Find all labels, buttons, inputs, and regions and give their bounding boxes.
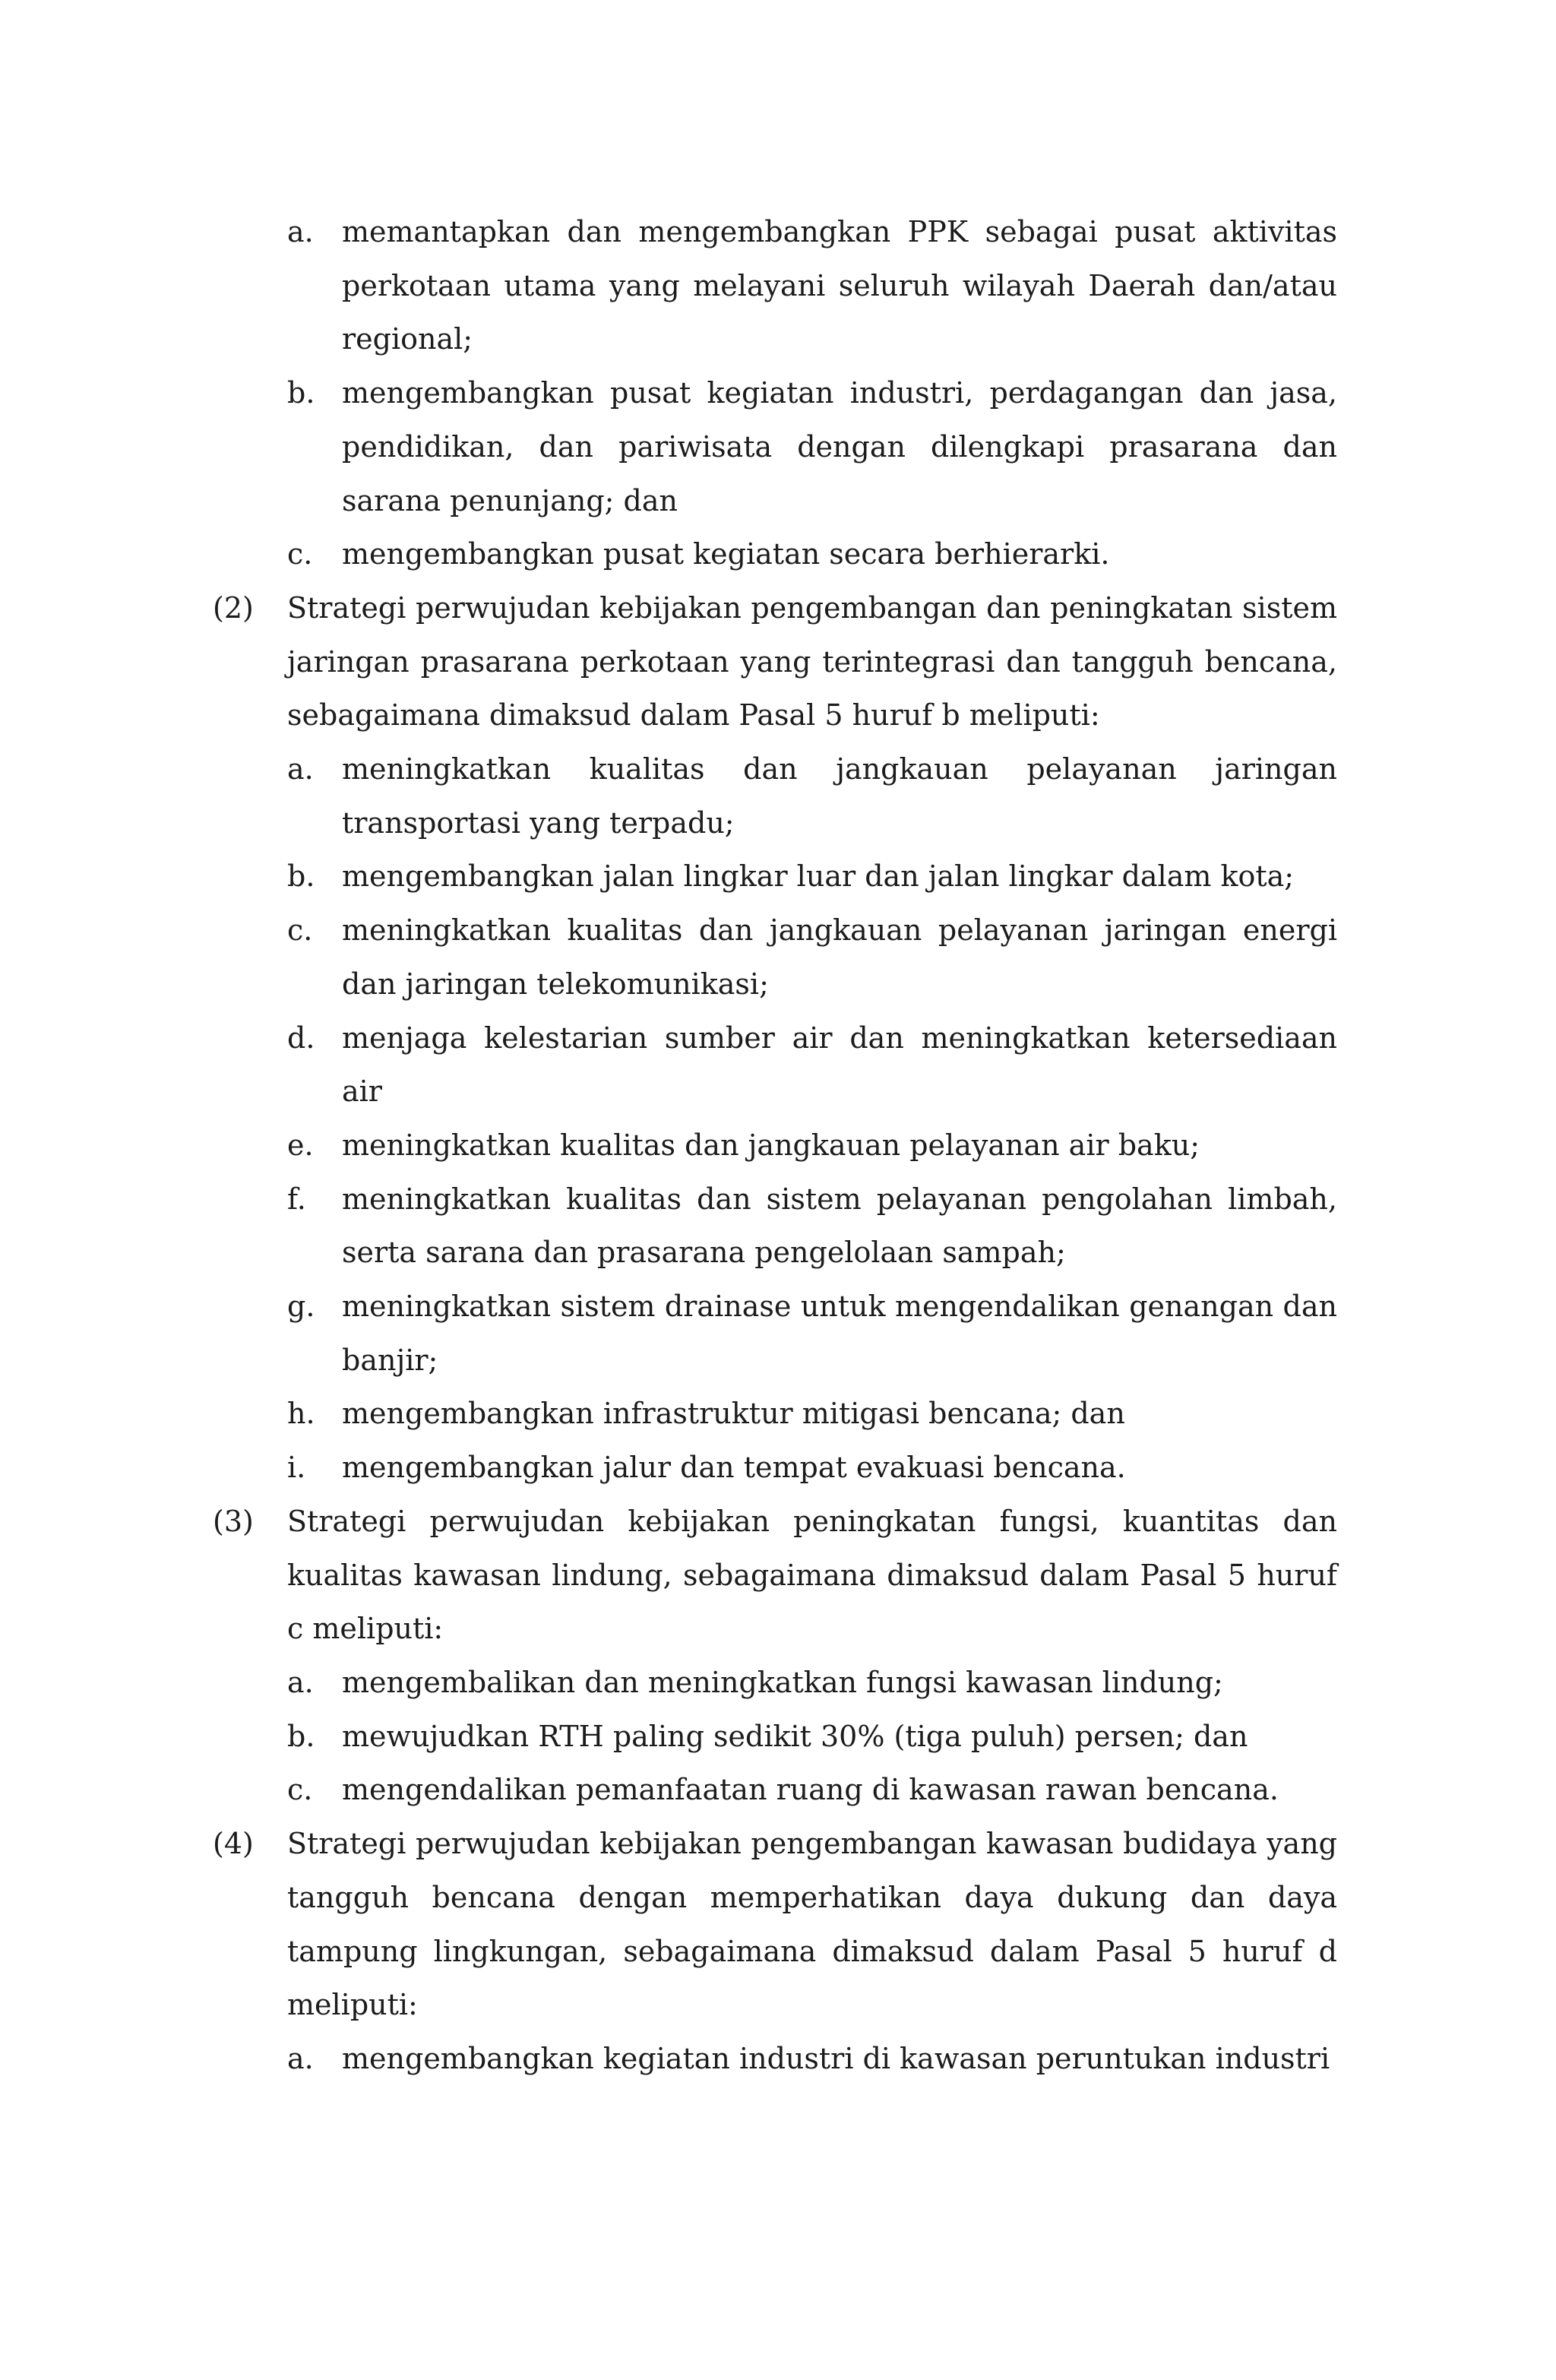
list-item — [213, 527, 1337, 581]
section-number: (3) — [213, 1504, 254, 1538]
list-marker: c. — [287, 537, 313, 571]
list-item-text: mengembangkan jalan lingkar luar dan jalan lingkar dalam kota; — [342, 859, 1295, 894]
list-item-text: mengembangkan kegiatan industri di kawasan peruntukan industri — [342, 2041, 1330, 2075]
list-item — [213, 1387, 1337, 1441]
document-body — [213, 205, 1337, 2086]
list-item-text: mengendalikan pemanfaatan ruang di kawasan rawan bencana. — [342, 1773, 1279, 1807]
list-item — [213, 205, 1337, 366]
section-4-paragraph — [213, 1817, 1337, 2032]
list-item-text: meningkatkan kualitas dan jangkauan pelayanan air baku; — [342, 1128, 1200, 1162]
list-marker: f. — [287, 1182, 306, 1216]
list-item — [213, 850, 1337, 904]
list-item — [213, 1173, 1337, 1280]
list-marker: b. — [287, 1719, 315, 1753]
section-number: (4) — [213, 1827, 254, 1861]
list-item-text: mengembangkan jalur dan tempat evakuasi bencana. — [342, 1451, 1126, 1485]
list-item-text: memantapkan dan mengembangkan PPK sebagai pusat aktivitas perkotaan utama yang melayani seluruh wilayah Daerah dan/atau regional; — [342, 215, 1337, 356]
list-marker: a. — [287, 752, 314, 786]
list-marker: b. — [287, 376, 315, 410]
list-marker: g. — [287, 1290, 315, 1324]
list-item-text: meningkatkan kualitas dan jangkauan pelayanan jaringan transportasi yang terpadu; — [342, 752, 1337, 840]
list-item-text: mengembangkan pusat kegiatan industri, perdagangan dan jasa, pendidikan, dan pariwisata dengan dilengkapi prasarana dan sarana penunjang; dan — [342, 376, 1337, 517]
list-item-text: mengembangkan pusat kegiatan secara berhierarki. — [342, 537, 1110, 571]
list-marker: a. — [287, 1665, 314, 1699]
list-item-text: menjaga kelestarian sumber air dan meningkatkan ketersediaan air — [342, 1021, 1337, 1109]
list-item-text: meningkatkan kualitas dan sistem pelayanan pengolahan limbah, serta sarana dan prasarana pengelolaan sampah; — [342, 1182, 1337, 1270]
list-marker: h. — [287, 1397, 315, 1431]
list-marker: e. — [287, 1128, 314, 1162]
section-number: (2) — [213, 590, 254, 625]
list-item — [213, 1011, 1337, 1119]
list-item — [213, 1656, 1337, 1710]
list-item — [213, 742, 1337, 850]
list-item-text: meningkatkan kualitas dan jangkauan pelayanan jaringan energi dan jaringan telekomunikasi; — [342, 913, 1337, 1001]
list-item — [213, 904, 1337, 1011]
section-2-paragraph — [213, 581, 1337, 742]
list-marker: a. — [287, 2041, 314, 2075]
list-item-text: mengembalikan dan meningkatkan fungsi kawasan lindung; — [342, 1665, 1223, 1699]
list-item — [213, 1119, 1337, 1173]
list-marker: c. — [287, 913, 313, 948]
list-item-text: mewujudkan RTH paling sedikit 30% (tiga puluh) persen; dan — [342, 1719, 1248, 1753]
list-item — [213, 1441, 1337, 1495]
list-item-text: meningkatkan sistem drainase untuk mengendalikan genangan dan banjir; — [342, 1290, 1337, 1377]
list-item-text: mengembangkan infrastruktur mitigasi bencana; dan — [342, 1397, 1125, 1431]
section-text: Strategi perwujudan kebijakan pengembangan kawasan budidaya yang tangguh bencana dengan memperhatikan daya dukung dan daya tampung lingkungan, sebagaimana dimaksud dalam Pasal 5 huruf d meliputi: — [287, 1827, 1337, 2022]
list-item — [213, 1280, 1337, 1387]
list-marker: i. — [287, 1451, 306, 1485]
list-marker: c. — [287, 1773, 313, 1807]
list-item — [213, 1763, 1337, 1817]
section-text: Strategi perwujudan kebijakan pengembangan dan peningkatan sistem jaringan prasarana perkotaan yang terintegrasi dan tangguh bencana, sebagaimana dimaksud dalam Pasal 5 huruf b meliputi: — [287, 590, 1337, 733]
list-marker: d. — [287, 1021, 315, 1055]
section-3-paragraph — [213, 1495, 1337, 1656]
list-marker: b. — [287, 859, 315, 894]
list-marker: a. — [287, 215, 314, 248]
list-item — [213, 2032, 1337, 2086]
list-item — [213, 366, 1337, 527]
list-item — [213, 1710, 1337, 1764]
section-text: Strategi perwujudan kebijakan peningkatan fungsi, kuantitas dan kualitas kawasan lindung, sebagaimana dimaksud dalam Pasal 5 huruf c meliputi: — [287, 1504, 1337, 1646]
